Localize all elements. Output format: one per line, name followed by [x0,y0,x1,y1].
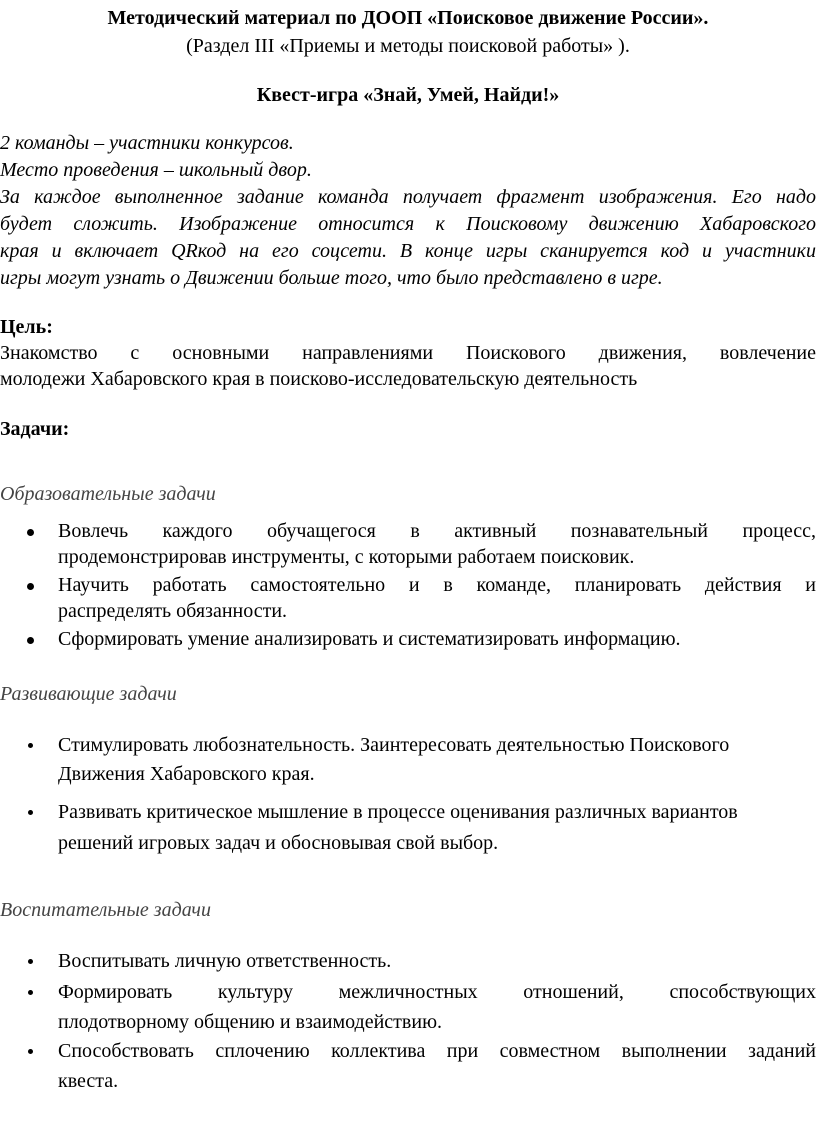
bullet-icon [27,637,34,644]
goal-text-line: Знакомство с основными направлениями Поискового движения, вовлечение [0,342,816,364]
game-title: Квест-игра «Знай, Умей, Найди!» [256,84,560,106]
intro-place: Место проведения – школьный двор. [0,159,312,181]
developing-heading: Развивающие задачи [0,683,177,705]
bullet-icon [28,1049,33,1054]
document-subtitle: (Раздел III «Приемы и методы поисковой работы» ). [186,35,630,57]
tasks-heading: Задачи: [0,418,70,440]
document-title: Методический материал по ДООП «Поисковое движение России». [107,7,709,29]
goal-text-line: молодежи Хабаровского края в поисково-исследовательскую деятельность [0,368,638,390]
upbringing-heading: Воспитательные задачи [0,899,211,921]
goal-heading: Цель: [0,316,53,338]
document-page: Методический материал по ДООП «Поисковое движение России». (Раздел III «Приемы и методы поисковой работы» ). Квест-игра «Знай, Умей, Найди!» 2 команды – участники конкурсов. Место проведения – школьный двор. За каждое выполненное задание команда получает фрагмент изображения. Его надо будет сложить. Изображение относится к Поисковому движению Хабаровского края и включает QRкод на его соцсети. В конце игры сканируется код и участники игры могут узнать о Движении больше того, что было представлено в игре. Цель: Знакомство с основными направлениями Поискового движения, вовлечение молодежи Хабаровского края в поисково-исследовательскую деятельность Задачи: Образовательные задачи Вовлечь каждого обучащегося в активный познавательный процесс, продемонстрировав инструменты, с которыми работаем поисковик. Научить работать самостоятельно и в команде, планировать действия и распределять обязанности. Сформировать умение анализировать и систематизировать информацию. Развивающие задачи Стимулировать любознательность. Заинтересовать деятельностью Поискового Движения Хабаровского края. Развивать критическое мышление в процессе оценивания различных вариантов решений игровых задач и обосновывая свой выбор. Воспитательные задачи Воспитывать личную ответственность. Формировать культуру межличностных отношений, способствующих плодотворному общению и взаимодействию. Способствовать сплочению коллектива при совместном выполнении заданий квеста. [0,7,816,1092]
intro-paragraph-line: будет сложить. Изображение относится к Поисковому движению Хабаровского [0,213,816,235]
educational-heading: Образовательные задачи [0,483,216,505]
bullet-icon [28,959,33,964]
intro-paragraph-line: За каждое выполненное задание команда получает фрагмент изображения. Его надо [0,186,816,208]
bullet-icon [28,990,33,995]
bullet-icon [27,529,34,536]
bullet-icon [28,743,33,748]
intro-paragraph-line: края и включает QRкод на его соцсети. В конце игры сканируется код и участники [0,240,816,262]
bullet-icon [28,810,33,815]
bullet-icon [27,583,34,590]
intro-teams: 2 команды – участники конкурсов. [0,132,294,154]
intro-paragraph-line: игры могут узнать о Движении больше того, что было представлено в игре. [0,267,663,289]
